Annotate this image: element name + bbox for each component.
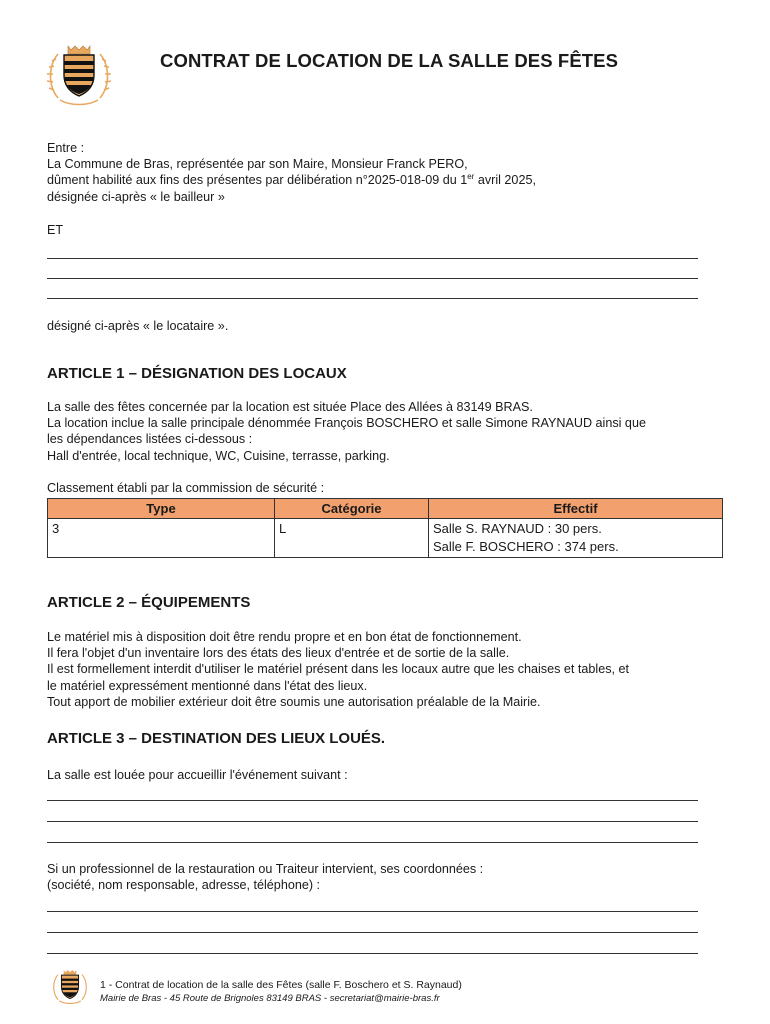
article-2-line-5: Tout apport de mobilier extérieur doit être soumis une autorisation préalable de la Mairie. — [47, 694, 541, 709]
event-fill-line-2[interactable] — [47, 821, 698, 822]
article-1-line-3: les dépendances listées ci-dessous : — [47, 432, 253, 447]
cell-type: 3 — [48, 519, 275, 558]
effectif-raynaud: Salle S. RAYNAUD : 30 pers. — [433, 521, 602, 536]
footer-coat-of-arms-icon — [50, 966, 90, 1006]
article-2-line-2: Il fera l'objet d'un inventaire lors des états des lieux d'entrée et de sortie de la salle. — [47, 646, 510, 661]
article-1-line-2: La location inclue la salle principale dénommée François BOSCHERO et salle Simone RAYNAUD ainsi que — [47, 416, 646, 431]
traiteur-label — [47, 861, 483, 893]
cell-effectif — [429, 519, 723, 558]
traiteur-line-1: Si un professionnel de la restauration ou Traiteur intervient, ses coordonnées : — [47, 862, 484, 876]
bailleur-line-1: La Commune de Bras, représentée par son Maire, Monsieur Franck PERO, — [47, 157, 468, 172]
article-2-heading: ARTICLE 2 – ÉQUIPEMENTS — [47, 594, 251, 611]
et-label: ET — [47, 223, 64, 237]
article-2-line-4: le matériel expressément mentionné dans l'état des lieux. — [47, 678, 368, 693]
classement-table — [47, 498, 723, 558]
article-3-event-label: La salle est louée pour accueillir l'événement suivant : — [47, 768, 348, 782]
locataire-fill-line-1[interactable] — [47, 258, 698, 259]
event-fill-line-1[interactable] — [47, 800, 698, 801]
footer-page-info: 1 - Contrat de location de la salle des Fêtes (salle F. Boschero et S. Raynaud) — [100, 979, 462, 991]
article-2-body — [47, 629, 629, 710]
header-categorie: Catégorie — [275, 499, 429, 519]
coat-of-arms-icon — [44, 40, 114, 108]
article-1-heading: ARTICLE 1 – DÉSIGNATION DES LOCAUX — [47, 365, 347, 382]
locataire-fill-line-2[interactable] — [47, 278, 698, 279]
entre-label: Entre : — [47, 141, 85, 155]
page-title: CONTRAT DE LOCATION DE LA SALLE DES FÊTES — [160, 50, 619, 71]
classement-label: Classement établi par la commission de sécurité : — [47, 481, 325, 495]
bailleur-line-3: désignée ci-après « le bailleur » — [47, 189, 225, 204]
table-row — [48, 519, 723, 558]
header-effectif: Effectif — [429, 499, 723, 519]
locataire-label: désigné ci-après « le locataire ». — [47, 319, 229, 333]
page-footer — [100, 979, 462, 1005]
traiteur-fill-line-1[interactable] — [47, 911, 698, 912]
traiteur-fill-line-3[interactable] — [47, 953, 698, 954]
article-2-line-3: Il est formellement interdit d'utiliser le matériel présent dans les locaux autre que les chaises et tables, et — [47, 662, 630, 677]
cell-categorie: L — [275, 519, 429, 558]
article-1-line-4: Hall d'entrée, local technique, WC, Cuisine, terrasse, parking. — [47, 448, 390, 463]
article-3-heading: ARTICLE 3 – DESTINATION DES LIEUX LOUÉS. — [47, 730, 386, 747]
locataire-fill-line-3[interactable] — [47, 298, 698, 299]
effectif-boschero: Salle F. BOSCHERO : 374 pers. — [433, 539, 619, 554]
event-fill-line-3[interactable] — [47, 842, 698, 843]
article-2-line-1: Le matériel mis à disposition doit être rendu propre et en bon état de fonctionnement. — [47, 630, 522, 644]
footer-address: Mairie de Bras - 45 Route de Brignoles 83149 BRAS - secretariat@mairie-bras.fr — [100, 993, 440, 1004]
article-1-line-1: La salle des fêtes concernée par la location est située Place des Allées à 83149 BRAS. — [47, 400, 533, 414]
article-1-body — [47, 399, 646, 464]
parties-bailleur — [47, 140, 536, 205]
traiteur-line-2: (société, nom responsable, adresse, téléphone) : — [47, 878, 321, 893]
bailleur-line-2: dûment habilité aux fins des présentes par délibération n°2025-018-09 du 1er avril 2025, — [47, 172, 536, 188]
header-type: Type — [48, 499, 275, 519]
traiteur-fill-line-2[interactable] — [47, 932, 698, 933]
